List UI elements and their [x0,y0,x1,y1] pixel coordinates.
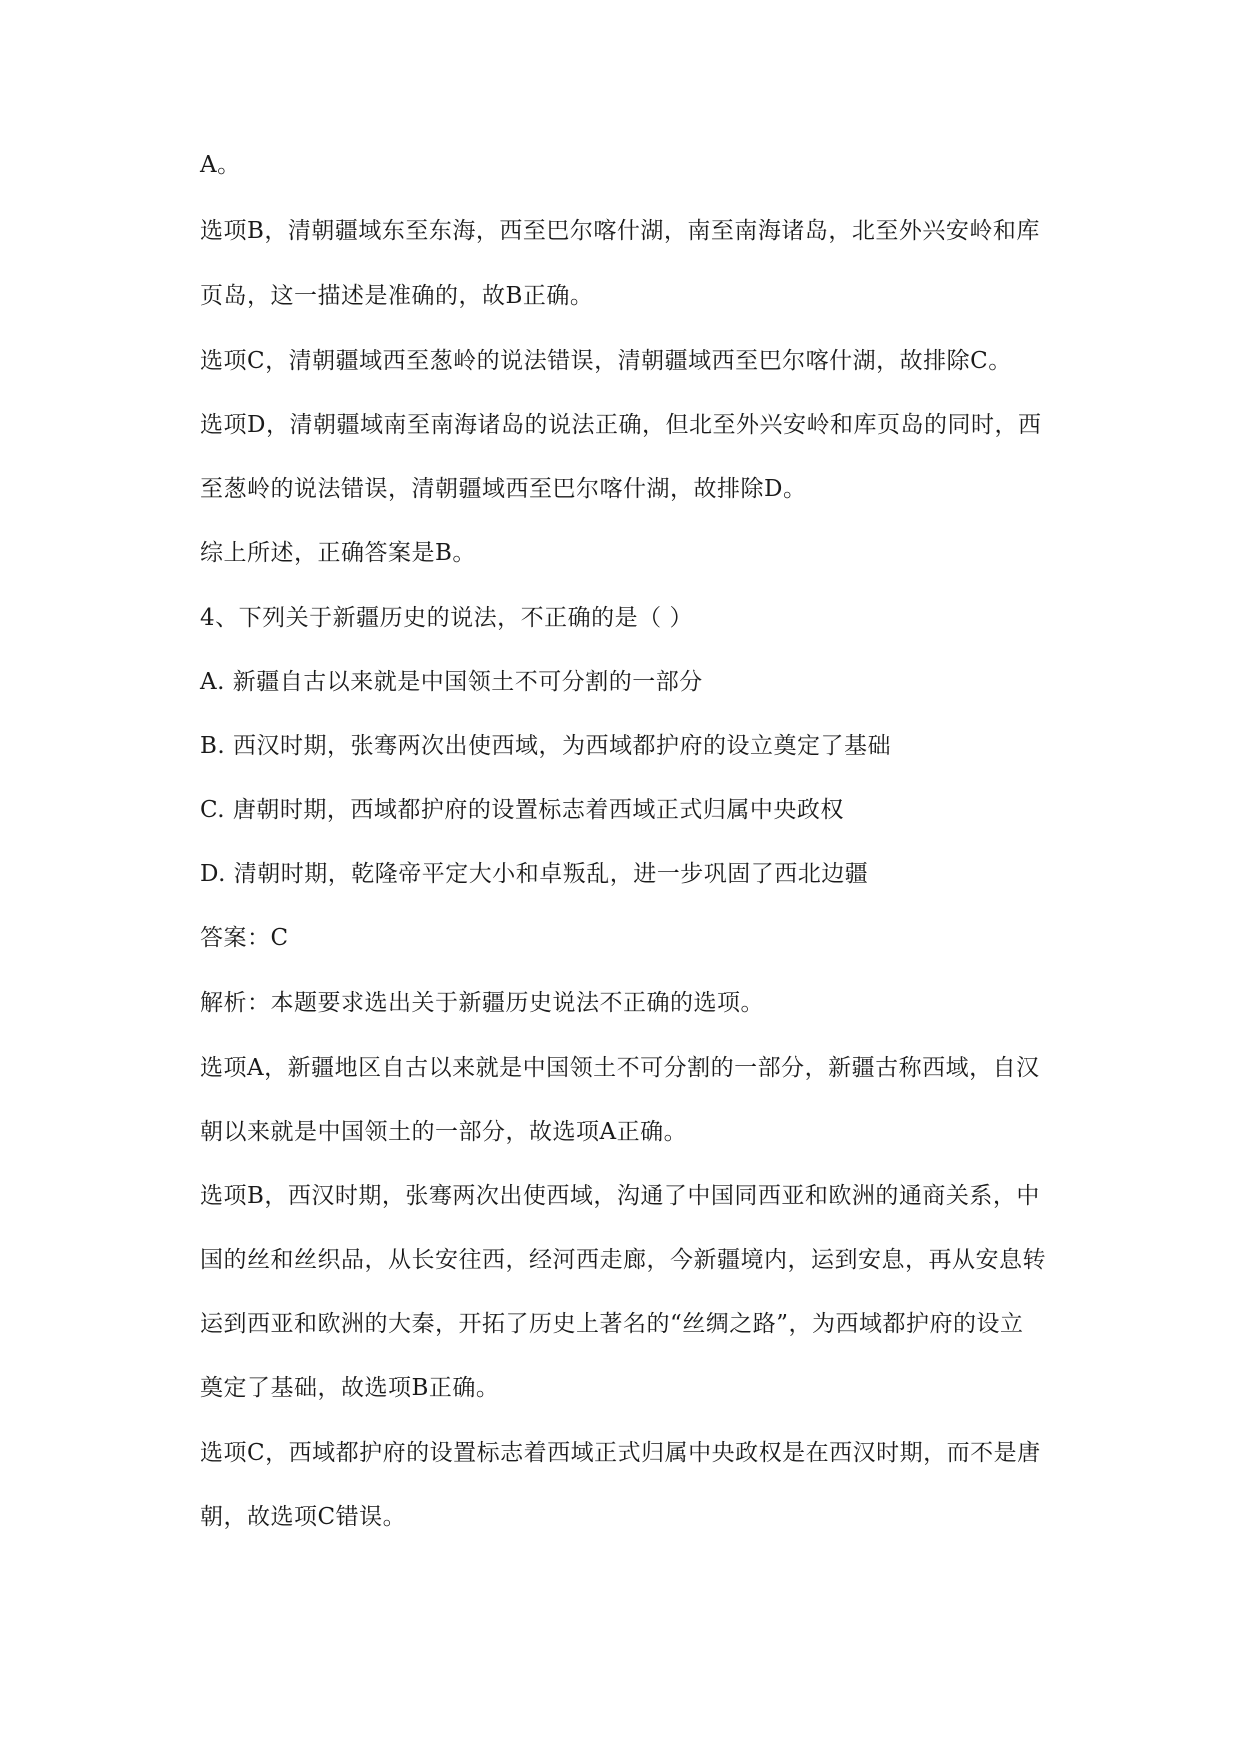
text-line: 选项C，清朝疆域西至葱岭的说法错误，清朝疆域西至巴尔喀什湖，故排除C。 [200,348,1012,374]
question-stem: 4、下列关于新疆历史的说法，不正确的是（ ） [200,605,693,631]
text-line: 朝，故选项C错误。 [200,1504,407,1530]
option-d: D. 清朝时期，乾隆帝平定大小和卓叛乱，进一步巩固了西北边疆 [200,861,869,887]
text-line: 选项A，新疆地区自古以来就是中国领土不可分割的一部分，新疆古称西域，自汉 [200,1055,1040,1081]
text-line: 国的丝和丝织品，从长安往西，经河西走廊，今新疆境内，运到安息，再从安息转 [200,1247,1046,1273]
text-line: 至葱岭的说法错误，清朝疆域西至巴尔喀什湖，故排除D。 [200,476,807,502]
text-line: 选项C，西域都护府的设置标志着西域正式归属中央政权是在西汉时期，而不是唐 [200,1440,1041,1466]
analysis-line: 解析：本题要求选出关于新疆历史说法不正确的选项。 [200,990,764,1016]
text-line: 选项D，清朝疆域南至南海诸岛的说法正确，但北至外兴安岭和库页岛的同时，西 [200,412,1042,438]
option-a: A. 新疆自古以来就是中国领土不可分割的一部分 [200,669,703,695]
text-line: 选项B，西汉时期，张骞两次出使西域，沟通了中国同西亚和欧洲的通商关系，中 [200,1183,1040,1209]
text-line: 运到西亚和欧洲的大秦，开拓了历史上著名的“丝绸之路”，为西域都护府的设立 [200,1311,1024,1337]
option-b: B. 西汉时期，张骞两次出使西域，为西域都护府的设立奠定了基础 [200,733,892,759]
text-line: 选项B，清朝疆域东至东海，西至巴尔喀什湖，南至南海诸岛，北至外兴安岭和库 [200,218,1040,244]
text-line: 页岛，这一描述是准确的，故B正确。 [200,283,594,309]
text-line: 综上所述，正确答案是B。 [200,540,476,566]
text-line: A。 [200,152,241,178]
text-line: 朝以来就是中国领土的一部分，故选项A正确。 [200,1119,688,1145]
answer-line: 答案：C [200,925,289,951]
option-c: C. 唐朝时期，西域都护府的设置标志着西域正式归属中央政权 [200,797,844,823]
text-line: 奠定了基础，故选项B正确。 [200,1375,500,1401]
